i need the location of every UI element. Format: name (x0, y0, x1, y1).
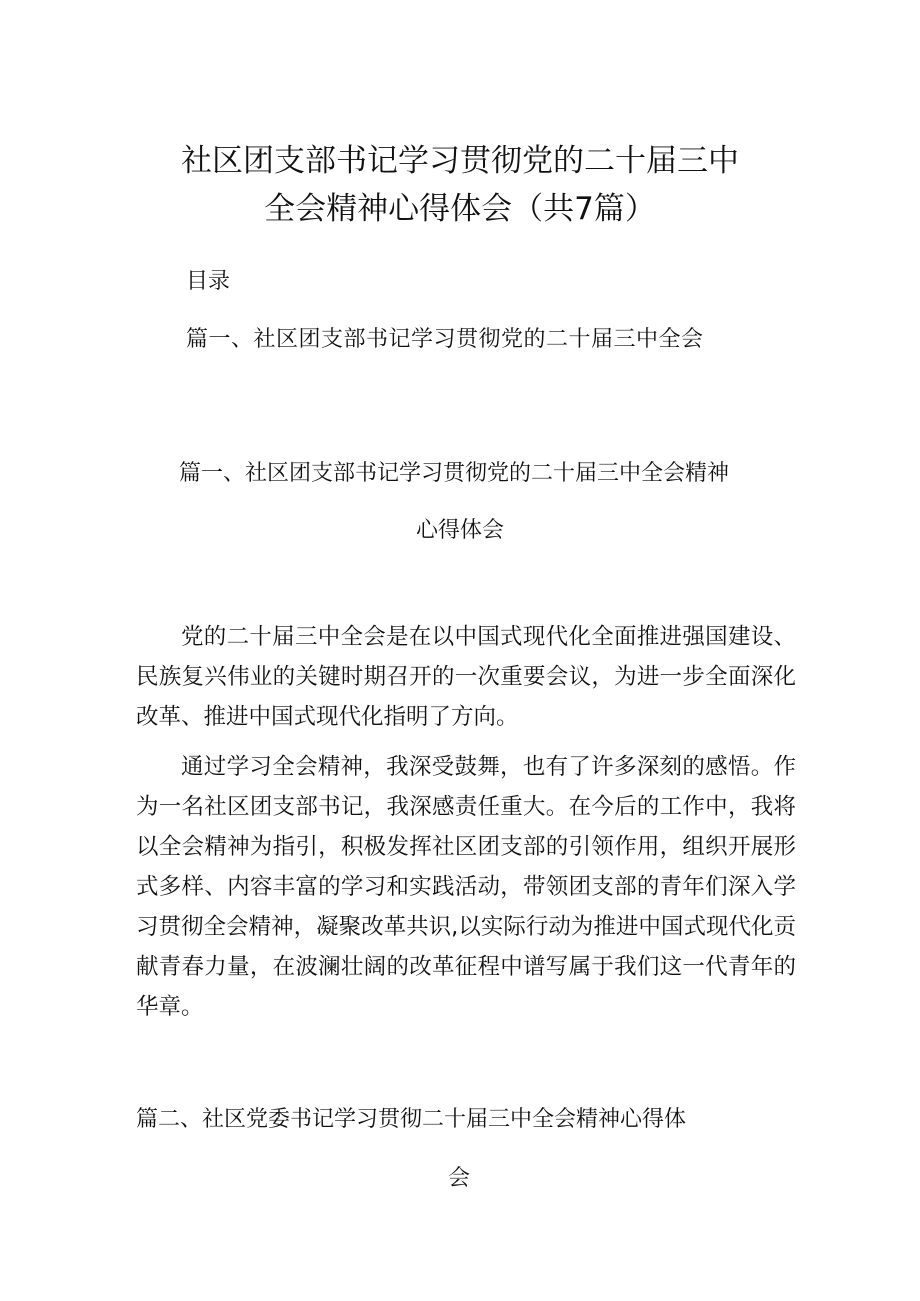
toc-label: 目录 (186, 269, 231, 294)
section-1-heading-line-1: 篇一、社区团支部书记学习贯彻党的二十届三中全会精神 (178, 461, 729, 486)
section-2-heading-line-2: 会 (448, 1166, 471, 1191)
document-title-line-2: 全会精神心得体会（共7篇） (264, 191, 656, 227)
section-1-paragraph-1: 党的二十届三中全会是在以中国式现代化全面推进强国建设、民族复兴伟业的关键时期召开的一次重要会议，为进一步全面深化改革、推进中国式现代化指明了方向。 (136, 624, 796, 730)
section-1-paragraph-2: 通过学习全会精神，我深受鼓舞，也有了许多深刻的感悟。作为一名社区团支部书记，我深感责任重大。在今后的工作中，我将以全会精神为指引，积极发挥社区团支部的引领作用，组织开展形式多样、内容丰富的学习和实践活动，带领团支部的青年们深入学习贯彻全会精神，凝聚改革共识,以实际行动为推进中国式现代化贡献青春力量，在波澜壮阔的改革征程中谱写属于我们这一代青年的华章。 (136, 754, 796, 1020)
document-title-line-1: 社区团支部书记学习贯彻党的二十届三中 (181, 143, 739, 179)
toc-item[interactable]: 篇一、社区团支部书记学习贯彻党的二十届三中全会 (186, 327, 704, 352)
section-2-heading-line-1: 篇二、社区党委书记学习贯彻二十届三中全会精神心得体 (136, 1107, 687, 1132)
section-1-heading-line-2: 心得体会 (415, 518, 504, 543)
